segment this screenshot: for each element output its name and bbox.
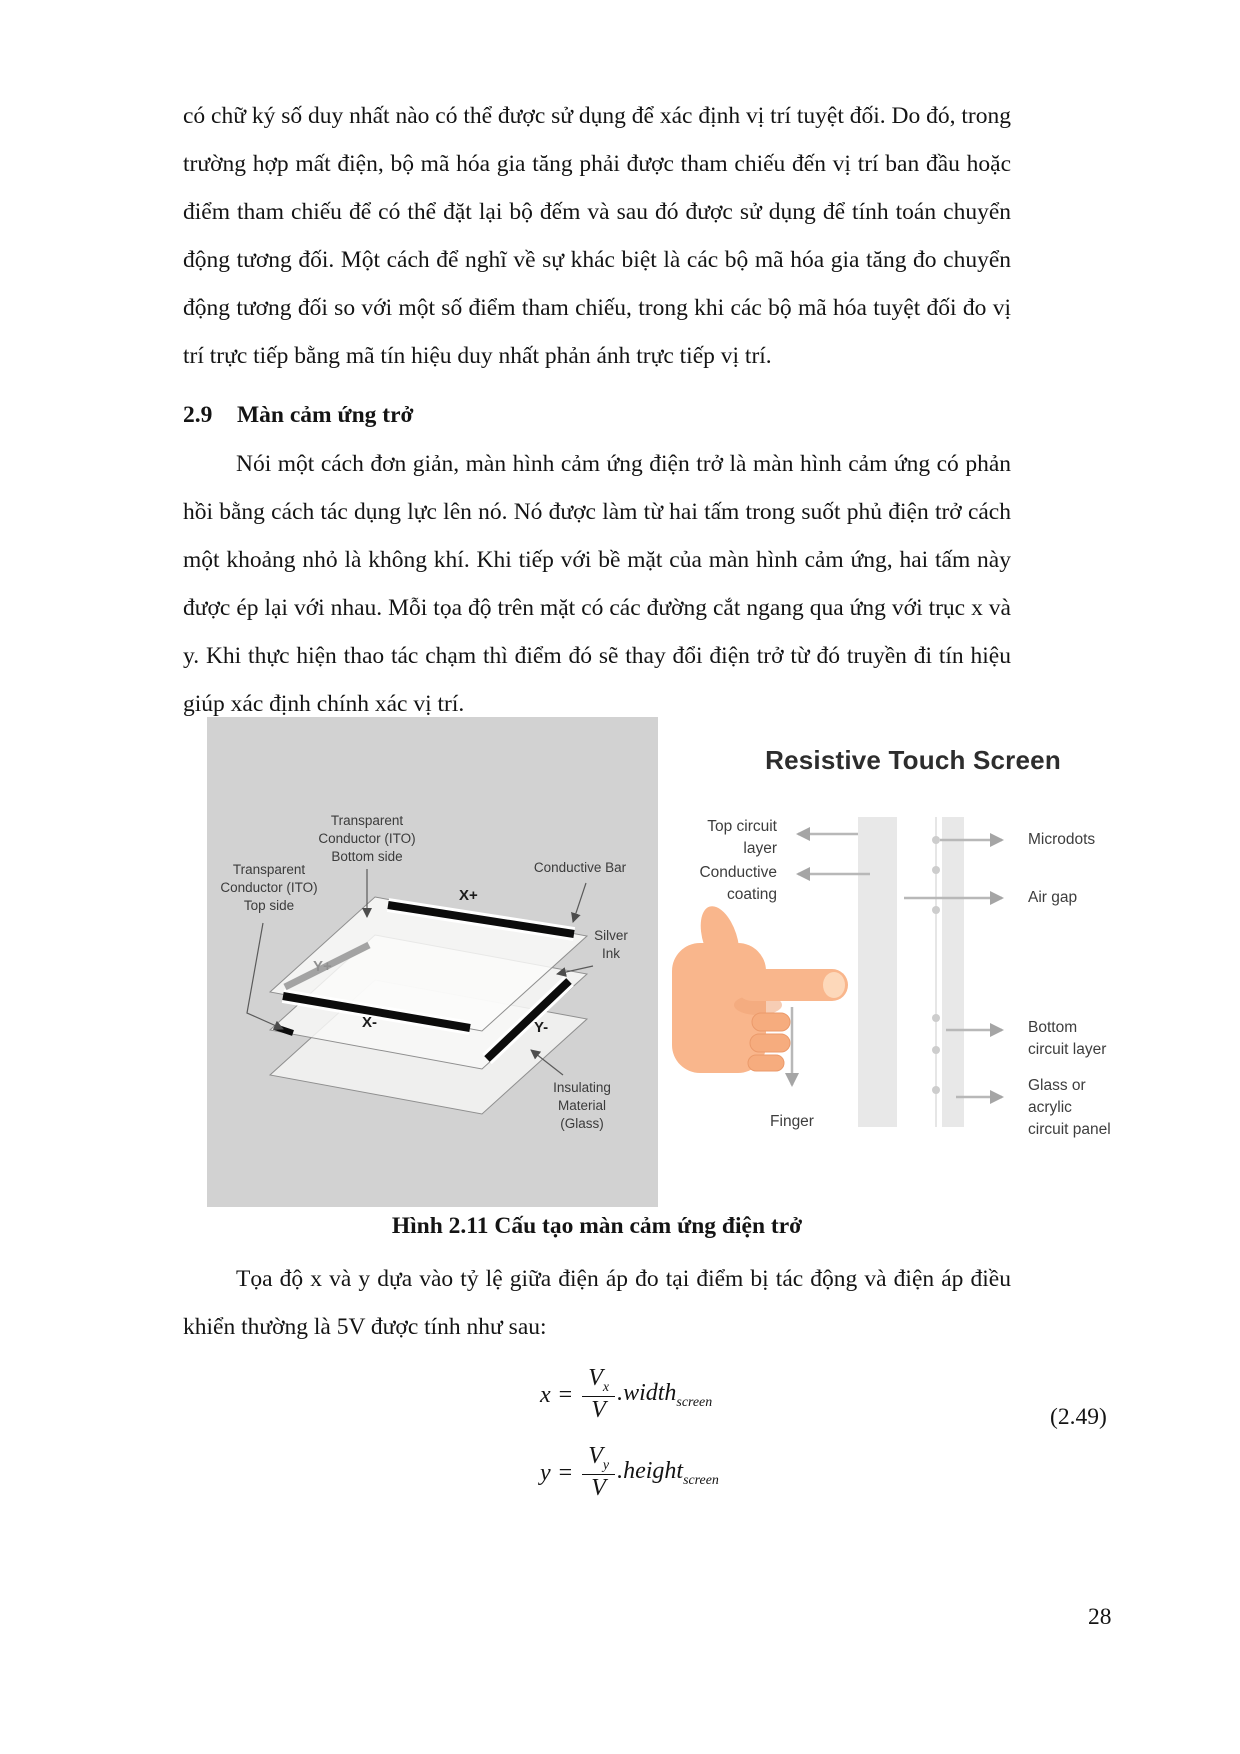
section-number: 2.9	[183, 402, 213, 428]
section-title: Màn cảm ứng trở	[237, 402, 414, 428]
label-x-plus: X+	[459, 887, 478, 904]
eq-fraction: $\frac{V_y}{V}$	[582, 1444, 615, 1503]
eq-term: .width$_{screen}$	[617, 1379, 713, 1410]
bottom-circuit-layer-bar	[942, 817, 964, 1127]
leader-conductive-bar	[573, 883, 586, 922]
label-x-minus: X-	[362, 1014, 377, 1031]
figure-right-panel-cross-section	[658, 717, 1118, 1207]
equation-2-49	[540, 1356, 719, 1512]
label-ito-top: Transparent Conductor (ITO) Top side	[220, 862, 318, 913]
eq-equals: =	[558, 1381, 573, 1408]
leader-ito-top	[247, 923, 283, 1029]
label-conductive-coating: Conductive coating	[699, 864, 777, 903]
label-insulating: Insulating Material (Glass)	[553, 1080, 611, 1131]
figure-left-panel-exploded-layers	[207, 717, 660, 1207]
figure-title: Resistive Touch Screen	[765, 745, 1061, 775]
eq-fraction: $\frac{V_x}{V}$	[582, 1366, 615, 1425]
paragraph-2: Nói một cách đơn giản, màn hình cảm ứng điện trở là màn hình cảm ứng có phản hồi bằng cách tác dụng lực lên nó. Nó được làm từ hai tấm trong suốt phủ điện trở cách một khoảng nhỏ là không khí. Khi tiếp với bề mặt của màn hình cảm ứng, hai tấm này được ép lại với nhau. Mỗi tọa độ trên mặt có các đường cắt ngang qua ứng với trục x và y. Khi thực hiện thao tác chạm thì điểm đó sẽ thay đổi điện trở từ đó truyền đi tín hiệu giúp xác định chính xác vị trí.	[183, 451, 1011, 717]
label-top-circuit: Top circuit layer	[707, 818, 777, 857]
eq-term: .height$_{screen}$	[617, 1457, 719, 1488]
label-microdots: Microdots	[1028, 831, 1096, 848]
section-heading	[183, 402, 414, 429]
eq-lhs: x	[540, 1381, 551, 1408]
label-silver-ink: Silver Ink	[594, 928, 628, 961]
page-number: 28	[1088, 1604, 1112, 1630]
equation-line-y	[540, 1434, 719, 1512]
label-y-minus: Y-	[534, 1019, 549, 1036]
eq-lhs: y	[540, 1459, 551, 1486]
label-bottom-circuit: Bottom circuit layer	[1028, 1019, 1107, 1058]
equation-line-x	[540, 1356, 719, 1434]
eq-equals: =	[558, 1459, 573, 1486]
paragraph-3: Tọa độ x và y dựa vào tỷ lệ giữa điện áp đo tại điểm bị tác động và điện áp điều khiển thường là 5V được tính như sau:	[183, 1266, 1011, 1340]
label-glass-acrylic: Glass or acrylic circuit panel	[1028, 1077, 1111, 1138]
pointing-hand-illustration	[672, 901, 848, 1073]
label-conductive-bar: Conductive Bar	[533, 860, 627, 875]
figure-caption: Hình 2.11 Cấu tạo màn cảm ứng điện trở	[391, 1213, 803, 1239]
label-ito-bottom: Transparent Conductor (ITO) Bottom side	[318, 813, 416, 864]
label-air-gap: Air gap	[1028, 889, 1078, 906]
label-finger: Finger	[770, 1113, 814, 1130]
equation-number: (2.49)	[1050, 1404, 1107, 1430]
top-circuit-layer-bar	[858, 817, 897, 1127]
label-y-plus: Y+	[313, 958, 332, 975]
paragraph-1: có chữ ký số duy nhất nào có thể được sử dụng để xác định vị trí tuyệt đối. Do đó, trong trường hợp mất điện, bộ mã hóa gia tăng phải được tham chiếu đến vị trí ban đầu hoặc điểm tham chiếu để có thể đặt lại bộ đếm và sau đó được sử dụng để tính toán chuyển động tương đối. Một cách để nghĩ về sự khác biệt là các bộ mã hóa gia tăng đo chuyển động tương đối so với một số điểm tham chiếu, trong khi các bộ mã hóa tuyệt đối đo vị trí trực tiếp bằng mã tín hiệu duy nhất phản ánh trực tiếp vị trí.	[183, 103, 1011, 369]
